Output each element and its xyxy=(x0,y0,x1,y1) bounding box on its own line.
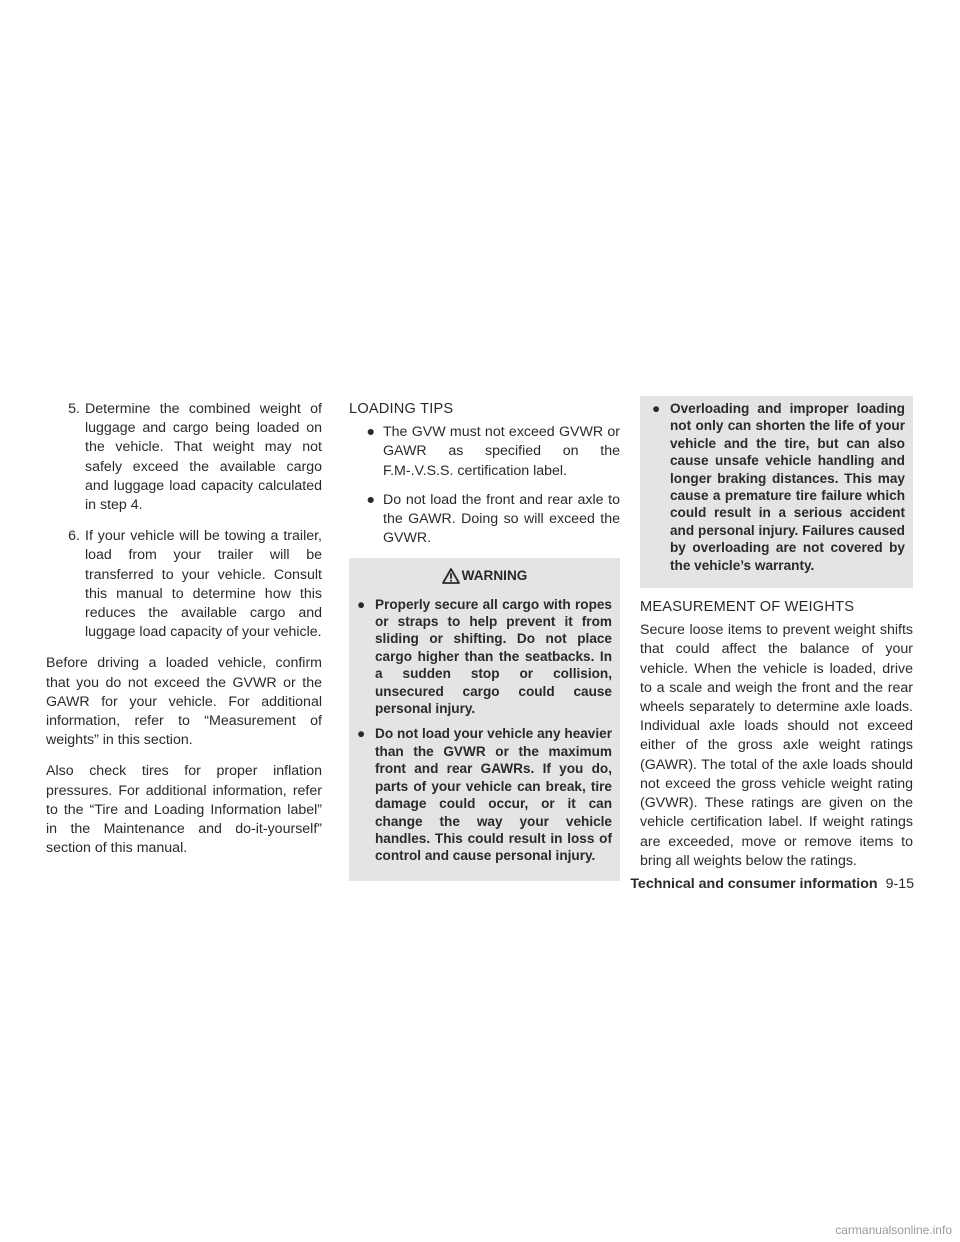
warning-text: Properly secure all cargo with ropes or straps to help prevent it from sliding or shifting. Do not place cargo higher than the seatbacks. In a sudden stop or collision, unsecured cargo could cause personal injury. xyxy=(375,596,612,717)
section-name: Technical and consumer information xyxy=(630,876,878,892)
warning-box xyxy=(349,558,620,880)
bullet-icon: ● xyxy=(357,726,366,742)
page-number: 9-15 xyxy=(885,876,914,892)
watermark: carmanualsonline.info xyxy=(835,1223,952,1237)
warning-box-continued xyxy=(640,396,913,588)
list-item xyxy=(652,400,905,574)
paragraph-check-tires: Also check tires for proper inflation pressures. For additional information, refer to the “Tire and Loading Information label” in the Maintenance and do-it-yourself” section of this manual. xyxy=(46,763,322,857)
warning-triangle-icon xyxy=(442,568,460,584)
bullet-text: The GVW must not exceed GVWR or GAWR as specified on the F.M-.V.S.S. certification label. xyxy=(383,424,620,479)
warning-text: Do not load your vehicle any heavier than the GVWR or the maximum front and rear GAWRs. If you do, parts of your vehicle can break, tire damage could occur, or it can change the way your vehicle handles. This could result in loss of control and cause personal injury. xyxy=(375,726,612,864)
step-number: 6. xyxy=(68,528,80,545)
bullet-icon: ● xyxy=(652,401,661,416)
step-number: 5. xyxy=(68,401,80,417)
left-column xyxy=(46,400,322,870)
bullet-icon: ● xyxy=(366,491,375,508)
page-footer xyxy=(630,876,914,892)
section-heading-loading-tips: LOADING TIPS xyxy=(349,401,454,417)
numbered-step xyxy=(46,527,322,642)
list-item xyxy=(349,491,620,549)
bullet-icon: ● xyxy=(357,596,366,612)
numbered-step xyxy=(46,400,322,515)
section-heading-measurement: MEASUREMENT OF WEIGHTS xyxy=(640,599,855,616)
warning-text: Overloading and improper loading not only can shorten the life of your vehicle and the tire, but can also cause unsafe vehicle handling and longer braking distances. This may cause a premature tire failure which could result in a serious accident and personal injury. Failures caused by overloading are not covered by the vehicle’s warranty. xyxy=(670,401,905,573)
warning-title xyxy=(357,566,612,585)
list-item xyxy=(349,423,620,481)
step-text: If your vehicle will be towing a trailer, load from your trailer will be transferred to your vehicle. Consult this manual to determine how this reduces the available cargo and luggage load capacity of your vehicle. xyxy=(85,528,322,641)
bullet-text: Do not load the front and rear axle to the GAWR. Doing so will exceed the GVWR. xyxy=(383,491,620,547)
paragraph-measurement: Secure loose items to prevent weight shifts that could affect the balance of your vehicle. When the vehicle is loaded, drive to a scale and weigh the front and the rear wheels separately to determine axle loads. Individual axle loads should not exceed either of the gross axle weight ratings (GAWR). The total of the axle loads should not exceed the gross vehicle weight rating (GVWR). These ratings are given on the vehicle certification label. If weight ratings are exceeded, move or remove items to bring all weights below the ratings. xyxy=(640,622,913,869)
right-column xyxy=(640,400,913,871)
list-item xyxy=(357,596,612,718)
paragraph-confirm-gvwr: Before driving a loaded vehicle, confirm that you do not exceed the GVWR or the GAWR for your vehicle. For additional information, refer to “Measurement of weights” in this section. xyxy=(46,655,322,749)
warning-label: WARNING xyxy=(461,568,528,584)
bullet-icon: ● xyxy=(366,424,375,441)
middle-column xyxy=(349,400,620,881)
list-item xyxy=(357,725,612,864)
step-text: Determine the combined weight of luggage and cargo being loaded on the vehicle. That weight may not safely exceed the available cargo and luggage load capacity calculated in step 4. xyxy=(85,401,322,514)
